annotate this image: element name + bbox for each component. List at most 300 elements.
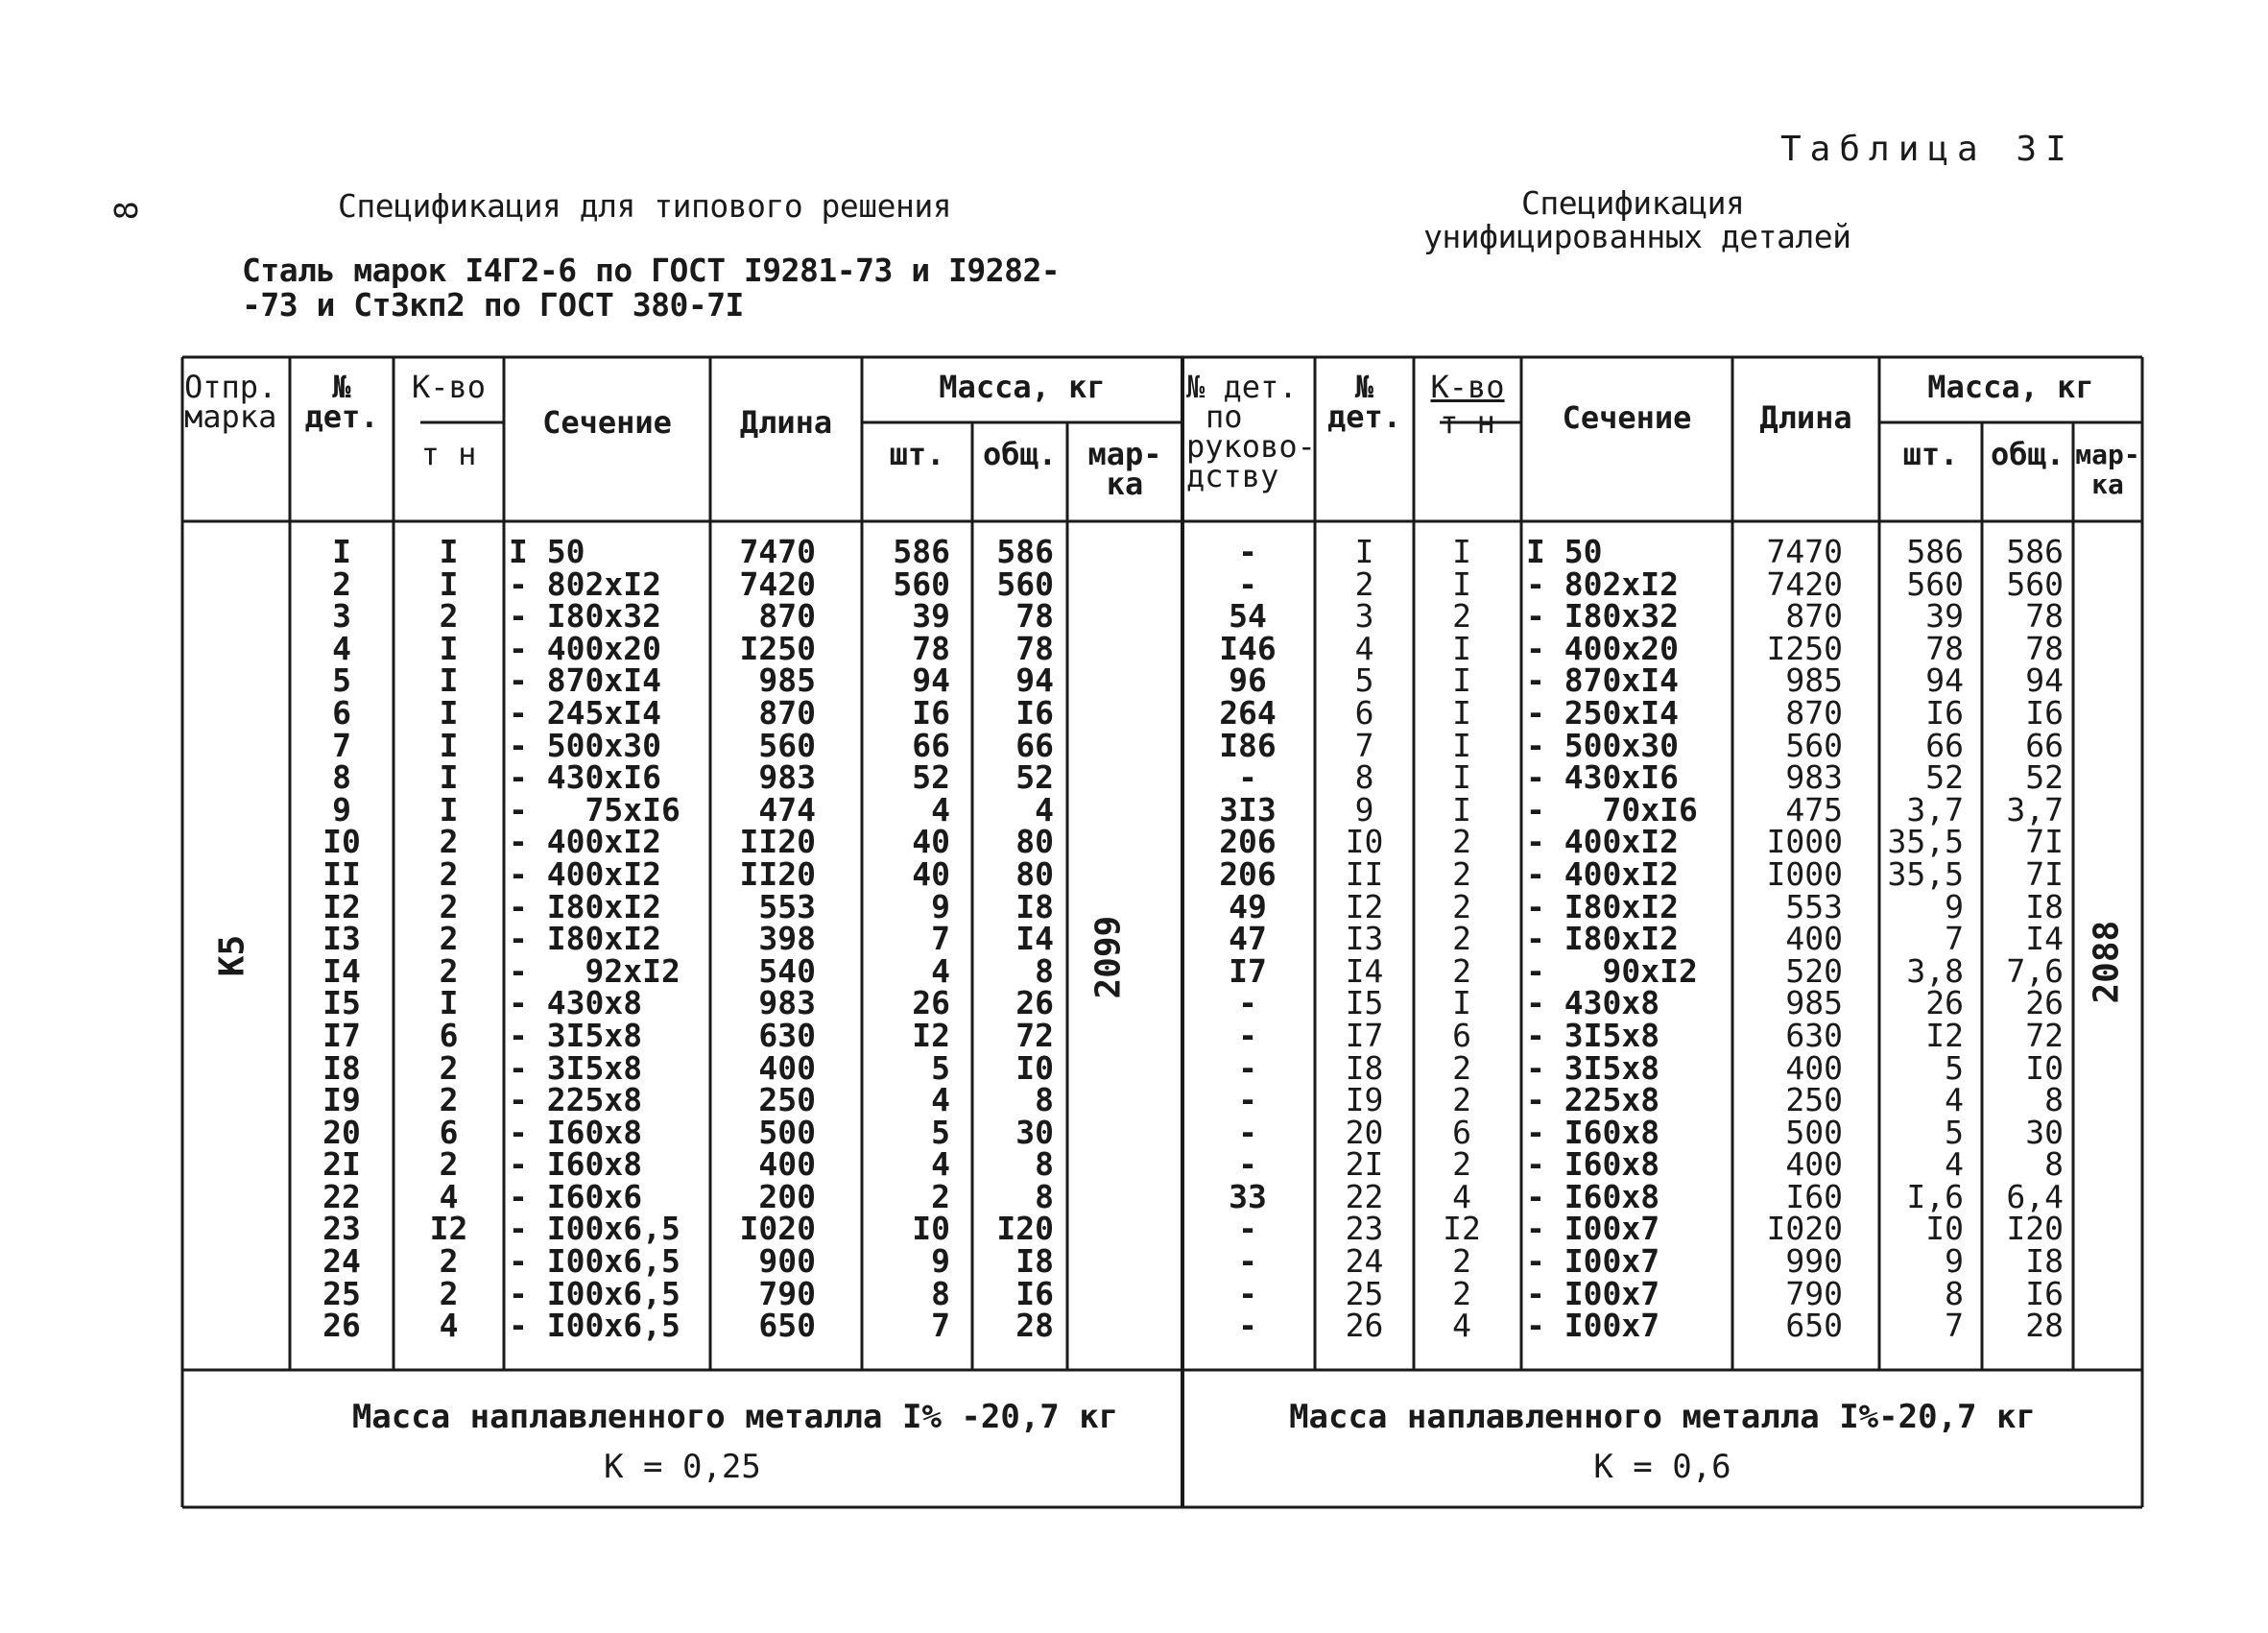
left-col-pcs-cell: 40 — [912, 823, 950, 861]
left-col-det-cell: I9 — [322, 1081, 361, 1119]
steel-spec-line1: Сталь марок I4Г2-6 по ГОСТ I9281-73 и I9282- — [242, 252, 1061, 289]
right-col-pcs-cell: 78 — [1925, 629, 1964, 667]
right-col-det-cell: 5 — [1354, 661, 1374, 700]
right-col-total-cell: 7,6 — [2006, 951, 2064, 990]
right-col-det-cell: 23 — [1345, 1210, 1384, 1248]
left-col-pcs-cell: 586 — [893, 533, 950, 570]
right-col-length-cell: 985 — [1785, 661, 1843, 700]
right-col-length-cell: 7470 — [1766, 533, 1843, 570]
left-col-length-cell: 870 — [758, 693, 816, 732]
left-col-det-cell: 24 — [322, 1242, 361, 1281]
left-col-section-cell: - 870xI4 — [509, 661, 661, 700]
right-col-qty-cell: 2 — [1452, 1242, 1471, 1281]
right-col-qty-cell: I2 — [1443, 1210, 1481, 1248]
right-col-section-cell: - I00x7 — [1526, 1242, 1660, 1281]
right-col-pcs-cell: 66 — [1925, 726, 1964, 764]
right-col-det-cell: I5 — [1345, 984, 1384, 1022]
left-col-section-cell: - 430xI6 — [509, 758, 661, 797]
right-col-length-cell: 7420 — [1766, 564, 1843, 603]
right-col-pcs-cell: 39 — [1925, 597, 1964, 636]
left-col-det-cell: 2I — [322, 1145, 361, 1184]
left-col-section-cell: - 225x8 — [509, 1081, 643, 1119]
left-col-det — [290, 533, 394, 1345]
left-col-section-cell: - 3I5x8 — [509, 1016, 643, 1054]
right-col-guide-cell: 54 — [1229, 597, 1267, 636]
header-mass: Масса, кг — [939, 369, 1106, 405]
right-col-qty-cell: I — [1452, 564, 1471, 603]
header-section: Сечение — [542, 404, 672, 441]
right-col-pcs-cell: 26 — [1925, 984, 1964, 1022]
left-col-length-cell: 553 — [758, 887, 816, 925]
right-col-total-cell: 52 — [2025, 758, 2064, 797]
right-col-total-cell: I6 — [2025, 693, 2064, 732]
right-col-section-cell: - 90xI2 — [1526, 951, 1698, 990]
left-col-length-cell: 870 — [758, 597, 816, 636]
left-col-length-cell: 900 — [758, 1242, 816, 1281]
header-quantity-sub: т н — [420, 436, 477, 472]
left-col-qty-cell: 2 — [439, 823, 459, 861]
left-col-total-cell: I8 — [1015, 1242, 1054, 1281]
left-col-total-cell: 586 — [996, 533, 1054, 570]
right-col-length-cell: I250 — [1766, 629, 1843, 667]
header-right-mass-mark: мар- ка — [2075, 439, 2140, 500]
header-right-mass-total: общ. — [1990, 436, 2065, 472]
right-col-section-cell: - 802xI2 — [1526, 564, 1679, 603]
right-col-det-cell: 26 — [1345, 1307, 1384, 1345]
left-col-qty-cell: 2 — [439, 854, 459, 893]
left-col-det-cell: 9 — [332, 790, 351, 829]
right-col-guide-cell: 206 — [1219, 823, 1277, 861]
left-col-qty-cell: 6 — [439, 1016, 459, 1054]
left-col-qty-cell: 6 — [439, 1113, 459, 1151]
left-col-det-cell: I5 — [322, 984, 361, 1022]
right-col-guide-cell: - — [1238, 1307, 1257, 1345]
left-col-qty-cell: 2 — [439, 1081, 459, 1119]
footer-left-weld-mass: Масса наплавленного металла I% -20,7 кг — [351, 1398, 1119, 1436]
left-col-total-cell: 28 — [1015, 1307, 1054, 1345]
left-col-total-cell: 78 — [1015, 597, 1054, 636]
left-col-pcs-cell: 39 — [912, 597, 950, 636]
left-col-section-cell: - 400x20 — [509, 629, 661, 667]
right-col-pcs-cell: 8 — [1945, 1274, 1964, 1312]
left-col-pcs-cell: 4 — [931, 1081, 950, 1119]
right-col-guide-cell: 264 — [1219, 693, 1277, 732]
right-col-section-cell: - 400x20 — [1526, 629, 1679, 667]
right-col-length-cell: I020 — [1766, 1210, 1843, 1248]
right-col-guide-cell: - — [1238, 1145, 1257, 1184]
right-col-length-cell: 520 — [1785, 951, 1843, 990]
right-col-guide-cell: - — [1238, 1113, 1257, 1151]
left-col-pcs-cell: 5 — [931, 1113, 950, 1151]
left-col-length-cell: 7420 — [739, 564, 816, 603]
right-col-pcs-cell: 35,5 — [1887, 823, 1964, 861]
right-col-guide-cell: - — [1238, 1242, 1257, 1281]
right-col-length — [1732, 533, 1843, 1345]
left-col-det-cell: 6 — [332, 693, 351, 732]
right-col-guide-cell: - — [1238, 1274, 1257, 1312]
left-col-qty-cell: I — [439, 661, 459, 700]
left-col-pcs-cell: 52 — [912, 758, 950, 797]
right-col-pcs-cell: 3,7 — [1906, 790, 1964, 829]
right-col-total-cell: 72 — [2025, 1016, 2064, 1054]
left-col-pcs — [862, 533, 950, 1345]
left-col-total-cell: I20 — [996, 1210, 1054, 1248]
right-col-guide-cell: I86 — [1219, 726, 1277, 764]
left-col-qty-cell: I2 — [429, 1210, 468, 1248]
header-right-mass-pcs: шт. — [1902, 436, 1959, 472]
right-col-guide-cell: I7 — [1229, 951, 1267, 990]
header-right-section: Сечение — [1562, 399, 1692, 436]
left-col-qty-cell: 4 — [439, 1307, 459, 1345]
left-col-length-cell: 983 — [758, 758, 816, 797]
left-col-qty-cell: I — [439, 790, 459, 829]
left-col-det-cell: 2 — [332, 564, 351, 603]
left-col-qty-cell: I — [439, 758, 459, 797]
left-col-section — [509, 533, 710, 1345]
right-col-qty-cell: 2 — [1452, 823, 1471, 861]
right-title-line2: унифицированных деталей — [1423, 218, 1851, 255]
left-col-length-cell: 560 — [758, 726, 816, 764]
left-col-section-cell: - I80xI2 — [509, 887, 661, 925]
left-col-section-cell: - I00x6,5 — [509, 1274, 680, 1312]
right-col-qty-cell: I — [1452, 533, 1471, 570]
right-col-guide-cell: 3I3 — [1219, 790, 1277, 829]
left-col-pcs-cell: 26 — [912, 984, 950, 1022]
right-title-line1: Спецификация — [1521, 184, 1745, 222]
right-col-total-cell: 78 — [2025, 597, 2064, 636]
page-mark: 8 — [107, 201, 146, 221]
right-col-section-cell: - I60x8 — [1526, 1177, 1660, 1215]
left-col-pcs-cell: 5 — [931, 1048, 950, 1087]
table-label: Таблица 3I — [1780, 130, 2075, 169]
left-col-total-cell: 66 — [1015, 726, 1054, 764]
left-col-det-cell: 8 — [332, 758, 351, 797]
left-col-qty — [394, 533, 504, 1345]
right-col-total-cell: 8 — [2044, 1081, 2064, 1119]
right-col-det-cell: 4 — [1354, 629, 1374, 667]
left-col-pcs-cell: 40 — [912, 854, 950, 893]
left-col-det-cell: 22 — [322, 1177, 361, 1215]
right-col-qty — [1414, 533, 1510, 1345]
right-col-qty-cell: I — [1452, 758, 1471, 797]
right-col-total-cell: 78 — [2025, 629, 2064, 667]
footer-right-weld-mass: Масса наплавленного металла I%-20,7 кг — [1289, 1398, 2036, 1436]
left-col-section-cell: - I80xI2 — [509, 920, 661, 958]
left-col-pcs-cell: 560 — [893, 564, 950, 603]
right-col-total-cell: 28 — [2025, 1307, 2064, 1345]
right-col-pcs-cell: I,6 — [1906, 1177, 1964, 1215]
header-mass-mark: мар- ка — [1087, 436, 1162, 502]
right-col-pcs-cell: 35,5 — [1887, 854, 1964, 893]
left-col-total-cell: 78 — [1015, 629, 1054, 667]
right-col-guide — [1200, 533, 1296, 1345]
left-col-section-cell: - 400xI2 — [509, 854, 661, 893]
header-mass-total: общ. — [982, 436, 1058, 472]
left-col-length-cell: 400 — [758, 1048, 816, 1087]
right-col-det-cell: I — [1354, 533, 1374, 570]
left-col-length-cell: 650 — [758, 1307, 816, 1345]
right-col-det-cell: I3 — [1345, 920, 1384, 958]
left-col-pcs-cell: 4 — [931, 951, 950, 990]
right-col-total-cell: I8 — [2025, 1242, 2064, 1281]
right-col-section-cell: - 500x30 — [1526, 726, 1679, 764]
right-col-total-cell: 66 — [2025, 726, 2064, 764]
right-col-qty-cell: 2 — [1452, 854, 1471, 893]
right-col-qty-cell: I — [1452, 661, 1471, 700]
left-col-qty-cell: I — [439, 533, 459, 570]
right-col-length-cell: 983 — [1785, 758, 1843, 797]
right-col-total-cell: 560 — [2006, 564, 2064, 603]
left-col-section-cell: I 50 — [509, 533, 585, 570]
right-col-pcs-cell: 94 — [1925, 661, 1964, 700]
left-col-det-cell: 20 — [322, 1113, 361, 1151]
left-col-qty-cell: 2 — [439, 1145, 459, 1184]
header-right-mass: Масса, кг — [1927, 369, 2094, 405]
right-col-length-cell: 250 — [1785, 1081, 1843, 1119]
right-col-guide-cell: 49 — [1229, 887, 1267, 925]
right-col-qty-cell: 4 — [1452, 1307, 1471, 1345]
left-col-section-cell: - 3I5x8 — [509, 1048, 643, 1087]
right-col-guide-cell: I46 — [1219, 629, 1277, 667]
left-col-total-cell: 8 — [1035, 1081, 1054, 1119]
right-col-pcs-cell: 7 — [1945, 920, 1964, 958]
right-col-section-cell: - I80xI2 — [1526, 920, 1679, 958]
right-col-guide-cell: 47 — [1229, 920, 1267, 958]
right-col-total-cell: I20 — [2006, 1210, 2064, 1248]
left-col-qty-cell: 2 — [439, 1048, 459, 1087]
right-col-length-cell: I000 — [1766, 823, 1843, 861]
right-col-length-cell: 475 — [1785, 790, 1843, 829]
header-quantity: К-во — [411, 369, 487, 405]
right-col-det-cell: 7 — [1354, 726, 1374, 764]
right-col-pcs-cell: 560 — [1906, 564, 1964, 603]
left-col-pcs-cell: 8 — [931, 1274, 950, 1312]
right-col-det-cell: I2 — [1345, 887, 1384, 925]
left-col-det-cell: 23 — [322, 1210, 361, 1248]
left-col-det-cell: I7 — [322, 1016, 361, 1054]
left-col-pcs-cell: 7 — [931, 1307, 950, 1345]
right-col-section-cell: - I00x7 — [1526, 1307, 1660, 1345]
left-col-length-cell: 500 — [758, 1113, 816, 1151]
right-col-det — [1315, 533, 1414, 1345]
right-col-pcs-cell: 4 — [1945, 1081, 1964, 1119]
left-col-total-cell: I8 — [1015, 887, 1054, 925]
left-col-pcs-cell: I6 — [912, 693, 950, 732]
header-right-quantity-sub: т н — [1440, 404, 1495, 441]
footer-right-k: К = 0,6 — [1593, 1448, 1731, 1486]
left-col-length-cell: I250 — [739, 629, 816, 667]
right-col-guide-cell: - — [1238, 758, 1257, 797]
left-col-qty-cell: 2 — [439, 951, 459, 990]
left-col-total-cell: 26 — [1015, 984, 1054, 1022]
right-col-length-cell: 560 — [1785, 726, 1843, 764]
header-right-length: Длина — [1759, 399, 1852, 436]
left-col-qty-cell: I — [439, 629, 459, 667]
right-col-det-cell: II — [1345, 854, 1384, 893]
right-col-qty-cell: 2 — [1452, 920, 1471, 958]
left-col-pcs-cell: I0 — [912, 1210, 950, 1248]
left-col-qty-cell: 2 — [439, 1274, 459, 1312]
right-col-length-cell: I000 — [1766, 854, 1843, 893]
right-col-qty-cell: 2 — [1452, 1081, 1471, 1119]
right-col-guide-cell: 206 — [1219, 854, 1277, 893]
left-col-length — [710, 533, 816, 1345]
left-col-total-cell: 72 — [1015, 1016, 1054, 1054]
right-col-qty-cell: I — [1452, 726, 1471, 764]
left-col-qty-cell: 2 — [439, 1242, 459, 1281]
right-col-length-cell: 500 — [1785, 1113, 1843, 1151]
right-col-det-cell: 20 — [1345, 1113, 1384, 1151]
right-col-pcs-cell: 4 — [1945, 1145, 1964, 1184]
left-col-det-cell: II — [322, 854, 361, 893]
header-det-number: № дет. — [304, 369, 379, 435]
right-col-pcs-cell: I0 — [1925, 1210, 1964, 1248]
left-col-section-cell: - 75xI6 — [509, 790, 680, 829]
left-col-length-cell: 400 — [758, 1145, 816, 1184]
left-col-qty-cell: 2 — [439, 887, 459, 925]
left-col-total-cell: 8 — [1035, 1145, 1054, 1184]
left-col-det-cell: I8 — [322, 1048, 361, 1087]
right-col-section-cell: - I00x7 — [1526, 1210, 1660, 1248]
left-col-total-cell: I6 — [1015, 1274, 1054, 1312]
left-col-total-cell: I4 — [1015, 920, 1054, 958]
left-col-length-cell: 790 — [758, 1274, 816, 1312]
right-col-length-cell: 400 — [1785, 1145, 1843, 1184]
left-col-length-cell: 985 — [758, 661, 816, 700]
right-col-length-cell: 985 — [1785, 984, 1843, 1022]
left-col-total-cell: 8 — [1035, 951, 1054, 990]
left-col-pcs-cell: 66 — [912, 726, 950, 764]
left-col-section-cell: - I00x6,5 — [509, 1210, 680, 1248]
right-col-pcs-cell: 3,8 — [1906, 951, 1964, 990]
right-col-total-cell: 3,7 — [2006, 790, 2064, 829]
right-col-total-cell: 8 — [2044, 1145, 2064, 1184]
left-col-det-cell: I — [332, 533, 351, 570]
left-col-length-cell: 250 — [758, 1081, 816, 1119]
right-col-qty-cell: I — [1452, 629, 1471, 667]
left-col-det-cell: I0 — [322, 823, 361, 861]
right-col-length-cell: I60 — [1785, 1177, 1843, 1215]
right-col-section-cell: - 3I5x8 — [1526, 1048, 1660, 1087]
left-col-qty-cell: I — [439, 693, 459, 732]
header-length: Длина — [739, 404, 833, 441]
left-col-total-cell: I6 — [1015, 693, 1054, 732]
header-right-quantity: К-во — [1430, 369, 1505, 405]
right-col-pcs-cell: 52 — [1925, 758, 1964, 797]
left-col-total-cell: 8 — [1035, 1177, 1054, 1215]
right-col-total-cell: I4 — [2025, 920, 2064, 958]
right-col-total-cell: 30 — [2025, 1113, 2064, 1151]
right-col-section-cell: - 225x8 — [1526, 1081, 1660, 1119]
right-col-qty-cell: 2 — [1452, 951, 1471, 990]
right-col-section-cell: - 250xI4 — [1526, 693, 1679, 732]
left-col-pcs-cell: 7 — [931, 920, 950, 958]
right-col-section-cell: - I60x8 — [1526, 1113, 1660, 1151]
left-col-length-cell: 630 — [758, 1016, 816, 1054]
right-col-length-cell: 630 — [1785, 1016, 1843, 1054]
left-col-pcs-cell: 4 — [931, 1145, 950, 1184]
left-col-section-cell: - I60x8 — [509, 1113, 643, 1151]
right-col-total-cell: 7I — [2025, 854, 2064, 893]
right-col-length-cell: 650 — [1785, 1307, 1843, 1345]
left-col-pcs-cell: I2 — [912, 1016, 950, 1054]
right-col-guide-cell: - — [1238, 533, 1257, 570]
header-otpr-mark: Отпр. марка — [184, 369, 277, 435]
left-col-det-cell: I4 — [322, 951, 361, 990]
right-col-length-cell: 990 — [1785, 1242, 1843, 1281]
left-col-pcs-cell: 9 — [931, 1242, 950, 1281]
left-col-det-cell: 4 — [332, 629, 351, 667]
left-col-det-cell: 3 — [332, 597, 351, 636]
right-col-length-cell: 400 — [1785, 920, 1843, 958]
right-col-guide-cell: 96 — [1229, 661, 1267, 700]
left-col-total-cell: 80 — [1015, 823, 1054, 861]
left-col-length-cell: 474 — [758, 790, 816, 829]
right-col-guide-cell: - — [1238, 1081, 1257, 1119]
left-col-length-cell: 540 — [758, 951, 816, 990]
left-col-total-cell: 52 — [1015, 758, 1054, 797]
right-col-qty-cell: I — [1452, 984, 1471, 1022]
right-col-det-cell: 2 — [1354, 564, 1374, 603]
right-col-section — [1526, 533, 1732, 1345]
left-col-total-cell: I0 — [1015, 1048, 1054, 1087]
right-col-section-cell: - 870xI4 — [1526, 661, 1679, 700]
left-col-det-cell: 25 — [322, 1274, 361, 1312]
right-col-section-cell: - 430xI6 — [1526, 758, 1679, 797]
left-col-length-cell: 983 — [758, 984, 816, 1022]
left-col-pcs-cell: 2 — [931, 1177, 950, 1215]
left-col-pcs-cell: 78 — [912, 629, 950, 667]
right-col-qty-cell: 4 — [1452, 1177, 1471, 1215]
right-col-length-cell: 790 — [1785, 1274, 1843, 1312]
right-col-qty-cell: 2 — [1452, 887, 1471, 925]
left-mark-mass: 2099 — [1088, 915, 1129, 999]
left-col-section-cell: - I00x6,5 — [509, 1242, 680, 1281]
header-guide-number: № дет. по руково- дству — [1186, 369, 1316, 494]
right-col-total-cell: 586 — [2006, 533, 2064, 570]
left-col-section-cell: - I60x8 — [509, 1145, 643, 1184]
left-col-qty-cell: I — [439, 726, 459, 764]
right-col-det-cell: 3 — [1354, 597, 1374, 636]
right-col-qty-cell: 2 — [1452, 597, 1471, 636]
right-col-qty-cell: I — [1452, 693, 1471, 732]
right-col-total — [1982, 533, 2064, 1345]
right-col-guide-cell: 33 — [1229, 1177, 1267, 1215]
right-col-det-cell: I7 — [1345, 1016, 1384, 1054]
right-col-section-cell: - 3I5x8 — [1526, 1016, 1660, 1054]
right-col-length-cell: 870 — [1785, 693, 1843, 732]
right-col-pcs-cell: 9 — [1945, 887, 1964, 925]
right-col-det-cell: 2I — [1345, 1145, 1384, 1184]
right-col-qty-cell: I — [1452, 790, 1471, 829]
right-col-pcs-cell: 586 — [1906, 533, 1964, 570]
left-col-length-cell: II20 — [739, 854, 816, 893]
right-col-section-cell: - I00x7 — [1526, 1274, 1660, 1312]
right-col-total-cell: I8 — [2025, 887, 2064, 925]
right-col-det-cell: I0 — [1345, 823, 1384, 861]
right-col-total-cell: I6 — [2025, 1274, 2064, 1312]
left-col-total-cell: 4 — [1035, 790, 1054, 829]
right-col-total-cell: 26 — [2025, 984, 2064, 1022]
left-col-length-cell: I020 — [739, 1210, 816, 1248]
right-col-det-cell: 9 — [1354, 790, 1374, 829]
left-col-total-cell: 94 — [1015, 661, 1054, 700]
right-col-section-cell: - 430x8 — [1526, 984, 1660, 1022]
left-col-total-cell: 30 — [1015, 1113, 1054, 1151]
right-col-section-cell: - 400xI2 — [1526, 854, 1679, 893]
right-col-guide-cell: - — [1238, 984, 1257, 1022]
right-col-total-cell: I0 — [2025, 1048, 2064, 1087]
